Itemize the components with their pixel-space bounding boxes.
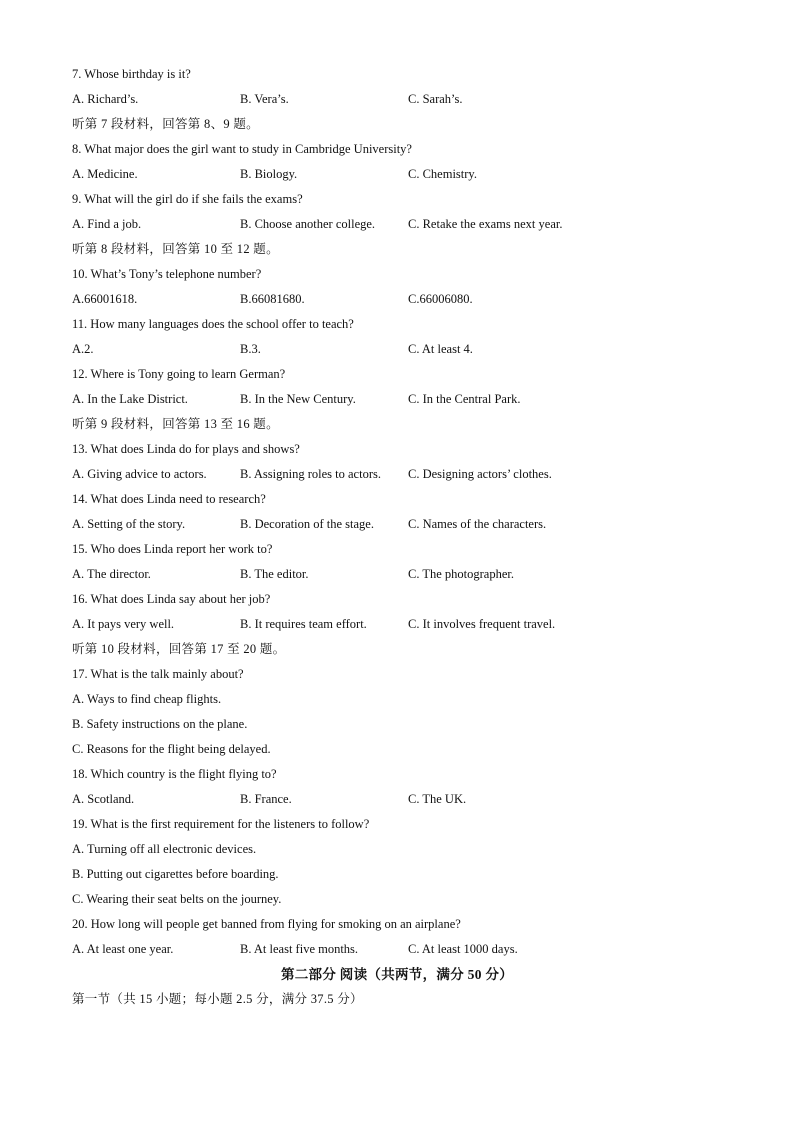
question-9: 9. What will the girl do if she fails the exams? — [72, 192, 303, 206]
option-a: A. Medicine. — [72, 167, 138, 181]
option-17-c: C. Reasons for the flight being delayed. — [72, 742, 271, 756]
option-b: B. Decoration of the stage. — [240, 517, 374, 531]
options-10 — [72, 287, 732, 312]
option-c: C. Designing actors’ clothes. — [408, 467, 552, 481]
option-b: B. Assigning roles to actors. — [240, 467, 381, 481]
question-10: 10. What’s Tony’s telephone number? — [72, 267, 262, 281]
options-18 — [72, 787, 732, 812]
option-a: A. Giving advice to actors. — [72, 467, 207, 481]
question-18: 18. Which country is the flight flying to? — [72, 767, 277, 781]
option-c: C. Chemistry. — [408, 167, 477, 181]
option-b: B. The editor. — [240, 567, 309, 581]
option-a: A. The director. — [72, 567, 151, 581]
option-19-c: C. Wearing their seat belts on the journey. — [72, 892, 282, 906]
option-b: B. It requires team effort. — [240, 617, 367, 631]
option-c: C. Retake the exams next year. — [408, 217, 563, 231]
options-20 — [72, 937, 732, 962]
question-7: 7. Whose birthday is it? — [72, 67, 191, 81]
part-two-heading: 第二部分 阅读（共两节，满分 50 分） — [280, 967, 514, 982]
exam-page — [72, 62, 732, 1012]
option-c: C. It involves frequent travel. — [408, 617, 556, 631]
option-19-a: A. Turning off all electronic devices. — [72, 842, 257, 856]
instruction-section-7: 听第 7 段材料，回答第 8、9 题。 — [72, 117, 259, 131]
option-17-b: B. Safety instructions on the plane. — [72, 717, 248, 731]
option-a: A.2. — [72, 342, 94, 356]
options-9 — [72, 212, 732, 237]
options-13 — [72, 462, 732, 487]
option-b: B.3. — [240, 342, 261, 356]
option-c: C. At least 1000 days. — [408, 942, 518, 956]
option-17-a: A. Ways to find cheap flights. — [72, 692, 222, 706]
instruction-section-8: 听第 8 段材料，回答第 10 至 12 题。 — [72, 242, 279, 256]
option-b: B.66081680. — [240, 292, 305, 306]
option-b: B. Choose another college. — [240, 217, 376, 231]
option-c: C. Sarah’s. — [408, 92, 463, 106]
question-19: 19. What is the first requirement for the listeners to follow? — [72, 817, 370, 831]
option-b: B. Vera’s. — [240, 92, 289, 106]
option-a: A.66001618. — [72, 292, 138, 306]
option-c: C. At least 4. — [408, 342, 473, 356]
option-a: A. In the Lake District. — [72, 392, 188, 406]
question-8: 8. What major does the girl want to study in Cambridge University? — [72, 142, 412, 156]
option-c: C.66006080. — [408, 292, 473, 306]
option-c: C. The photographer. — [408, 567, 514, 581]
question-16: 16. What does Linda say about her job? — [72, 592, 271, 606]
option-a: A. At least one year. — [72, 942, 174, 956]
options-11 — [72, 337, 732, 362]
question-17: 17. What is the talk mainly about? — [72, 667, 244, 681]
question-12: 12. Where is Tony going to learn German? — [72, 367, 286, 381]
options-12 — [72, 387, 732, 412]
question-14: 14. What does Linda need to research? — [72, 492, 266, 506]
option-c: C. The UK. — [408, 792, 467, 806]
option-c: C. Names of the characters. — [408, 517, 547, 531]
option-a: A. Find a job. — [72, 217, 142, 231]
question-11: 11. How many languages does the school offer to teach? — [72, 317, 354, 331]
option-a: A. Richard’s. — [72, 92, 139, 106]
option-a: A. Setting of the story. — [72, 517, 186, 531]
section-one-instruction: 第一节（共 15 小题；每小题 2.5 分，满分 37.5 分） — [72, 992, 363, 1006]
instruction-section-10: 听第 10 段材料，回答第 17 至 20 题。 — [72, 642, 286, 656]
question-15: 15. Who does Linda report her work to? — [72, 542, 273, 556]
options-7 — [72, 87, 732, 112]
option-c: C. In the Central Park. — [408, 392, 521, 406]
option-b: B. Biology. — [240, 167, 298, 181]
question-20: 20. How long will people get banned from flying for smoking on an airplane? — [72, 917, 461, 931]
options-15 — [72, 562, 732, 587]
options-8 — [72, 162, 732, 187]
option-b: B. In the New Century. — [240, 392, 356, 406]
options-14 — [72, 512, 732, 537]
question-13: 13. What does Linda do for plays and shows? — [72, 442, 300, 456]
options-16 — [72, 612, 732, 637]
option-a: A. Scotland. — [72, 792, 135, 806]
option-b: B. At least five months. — [240, 942, 359, 956]
option-19-b: B. Putting out cigarettes before boarding. — [72, 867, 279, 881]
option-a: A. It pays very well. — [72, 617, 175, 631]
instruction-section-9: 听第 9 段材料，回答第 13 至 16 题。 — [72, 417, 279, 431]
option-b: B. France. — [240, 792, 292, 806]
